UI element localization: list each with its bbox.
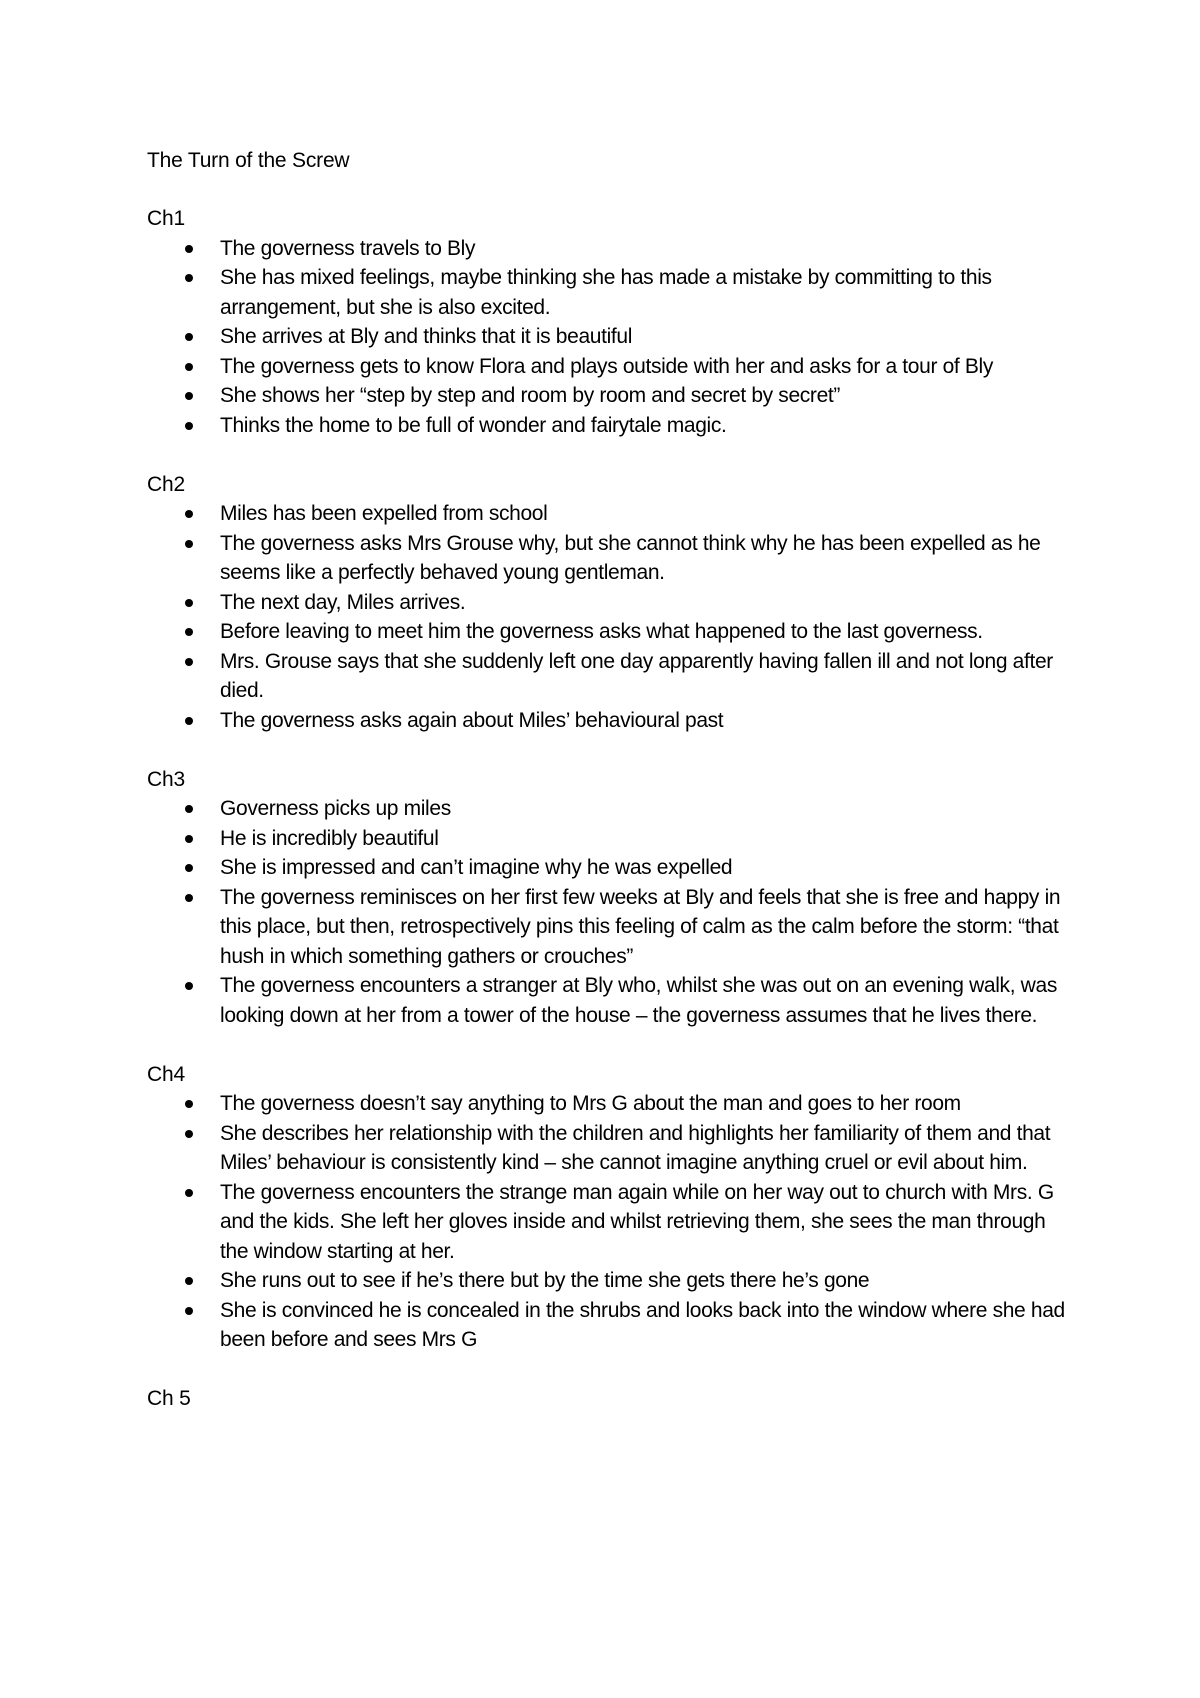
- chapter-section: [147, 765, 1067, 1031]
- bullet-text: Governess picks up miles: [220, 797, 451, 820]
- bullet-text: The governess asks Mrs Grouse why, but she cannot think why he has been expelled as he seems like a perfectly behaved young gentleman.: [220, 531, 1041, 584]
- bullet-text: She shows her “step by step and room by room and secret by secret”: [220, 384, 841, 407]
- bullet-icon: [185, 1307, 193, 1315]
- chapter-section: [147, 1060, 1067, 1355]
- list-item: [147, 617, 1067, 647]
- bullet-text: The governess reminisces on her first few weeks at Bly and feels that she is free and happy in this place, but then, retrospectively pins this feeling of calm as the calm before the storm: “that hush in which something gathers or crouches”: [220, 885, 1061, 968]
- list-item: [147, 381, 1067, 411]
- bullet-text: The governess gets to know Flora and plays outside with her and asks for a tour of Bly: [220, 354, 993, 378]
- chapter-section: [147, 470, 1067, 736]
- bullet-list: [147, 1089, 1067, 1355]
- bullet-text: He is incredibly beautiful: [220, 826, 439, 850]
- bullet-icon: [185, 835, 193, 843]
- list-item: [147, 794, 1067, 824]
- chapters-container: [147, 204, 1067, 1414]
- bullet-icon: [185, 363, 193, 371]
- bullet-text: The governess doesn’t say anything to Mrs G about the man and goes to her room: [220, 1092, 961, 1115]
- bullet-icon: [185, 274, 193, 282]
- bullet-list: [147, 794, 1067, 1030]
- bullet-icon: [185, 422, 193, 430]
- bullet-icon: [185, 1277, 193, 1285]
- bullet-icon: [185, 392, 193, 400]
- chapter-heading: Ch 5: [147, 1387, 191, 1410]
- bullet-list: [147, 234, 1067, 441]
- list-item: [147, 263, 1067, 322]
- list-item: [147, 1296, 1067, 1355]
- bullet-icon: [185, 628, 193, 636]
- bullet-text: She has mixed feelings, maybe thinking she has made a mistake by committing to this arrangement, but she is also excited.: [220, 266, 992, 319]
- list-item: [147, 706, 1067, 736]
- bullet-icon: [185, 599, 193, 607]
- list-item: [147, 971, 1067, 1030]
- list-item: [147, 411, 1067, 441]
- list-item: [147, 499, 1067, 529]
- bullet-text: The governess encounters a stranger at Bly who, whilst she was out on an evening walk, was looking down at her from a tower of the house – the governess assumes that he lives there.: [220, 974, 1057, 1027]
- chapter-heading: Ch1: [147, 207, 185, 230]
- list-item: [147, 588, 1067, 618]
- bullet-icon: [185, 805, 193, 813]
- list-item: [147, 234, 1067, 264]
- document-title: The Turn of the Screw: [147, 149, 350, 172]
- document-page: [147, 146, 1067, 1443]
- list-item: [147, 883, 1067, 972]
- bullet-text: She is convinced he is concealed in the shrubs and looks back into the window where she had been before and sees Mrs G: [220, 1298, 1065, 1351]
- bullet-text: She runs out to see if he’s there but by the time she gets there he’s gone: [220, 1269, 870, 1292]
- list-item: [147, 853, 1067, 883]
- bullet-text: Miles has been expelled from school: [220, 502, 548, 525]
- bullet-text: She is impressed and can’t imagine why he was expelled: [220, 856, 733, 879]
- bullet-icon: [185, 1189, 193, 1197]
- bullet-icon: [185, 333, 193, 341]
- bullet-text: The governess travels to Bly: [220, 236, 476, 260]
- bullet-text: The governess encounters the strange man again while on her way out to church with Mrs. G and the kids. She left her gloves inside and whilst retrieving them, she sees the man through the window starting at her.: [220, 1180, 1054, 1263]
- bullet-text: She arrives at Bly and thinks that it is beautiful: [220, 325, 633, 348]
- bullet-icon: [185, 864, 193, 872]
- bullet-list: [147, 499, 1067, 735]
- bullet-icon: [185, 1100, 193, 1108]
- bullet-icon: [185, 245, 193, 253]
- bullet-text: The governess asks again about Miles’ behavioural past: [220, 708, 724, 732]
- bullet-text: Before leaving to meet him the governess asks what happened to the last governess.: [220, 620, 983, 643]
- bullet-text: Thinks the home to be full of wonder and fairytale magic.: [220, 413, 727, 437]
- bullet-icon: [185, 540, 193, 548]
- bullet-icon: [185, 510, 193, 518]
- bullet-text: Mrs. Grouse says that she suddenly left one day apparently having fallen ill and not long after died.: [220, 649, 1053, 702]
- chapter-heading: Ch2: [147, 472, 185, 496]
- chapter-heading: Ch3: [147, 767, 185, 791]
- list-item: [147, 1178, 1067, 1267]
- bullet-icon: [185, 717, 193, 725]
- bullet-icon: [185, 658, 193, 666]
- list-item: [147, 1266, 1067, 1296]
- list-item: [147, 529, 1067, 588]
- chapter-heading: Ch4: [147, 1062, 185, 1086]
- list-item: [147, 1119, 1067, 1178]
- list-item: [147, 824, 1067, 854]
- list-item: [147, 322, 1067, 352]
- chapter-section: [147, 204, 1067, 440]
- bullet-icon: [185, 982, 193, 990]
- list-item: [147, 647, 1067, 706]
- list-item: [147, 1089, 1067, 1119]
- chapter-section: [147, 1384, 1067, 1414]
- bullet-icon: [185, 894, 193, 902]
- bullet-text: She describes her relationship with the children and highlights her familiarity of them and that Miles’ behaviour is consistently kind – she cannot imagine anything cruel or evil about him.: [220, 1121, 1051, 1174]
- bullet-icon: [185, 1130, 193, 1138]
- list-item: [147, 352, 1067, 382]
- bullet-text: The next day, Miles arrives.: [220, 590, 466, 614]
